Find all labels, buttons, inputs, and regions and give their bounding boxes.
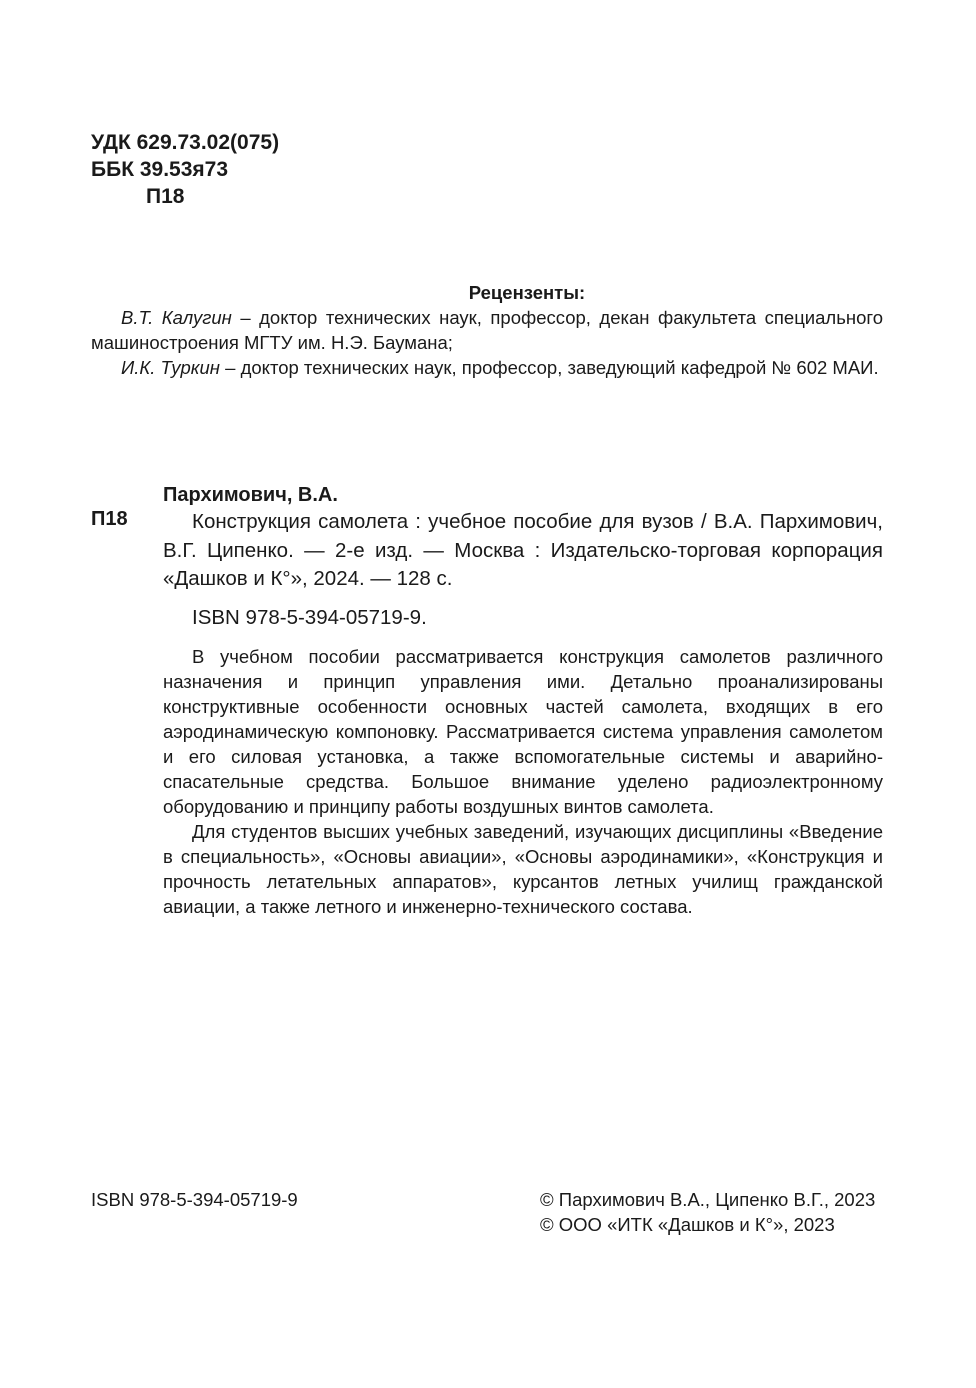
annotation-paragraph-2: Для студентов высших учебных заведений, изучающих дисциплины «Введение в специальность», «Основы авиации», «Основы аэродинамики», «Конструкция и прочность летательных аппаратов», курсантов летных училищ гражданской авиации, а также летного и инженерно-технического состава. — [163, 820, 883, 917]
footer-isbn: ISBN 978-5-394-05719-9 — [91, 1189, 298, 1210]
reviewer-2-name: И.К. Туркин — [121, 357, 220, 378]
reviewer-2 — [91, 355, 883, 380]
copyright-block — [540, 1187, 875, 1237]
copyright-line-2: © ООО «ИТК «Дашков и К°», 2023 — [540, 1214, 835, 1235]
reviewer-1 — [91, 305, 883, 355]
classification-block — [91, 129, 279, 210]
reviewer-1-name: В.Т. Калугин — [121, 307, 232, 328]
record-bibliographic-description: Конструкция самолета : учебное пособие для вузов / В.А. Пархимович, В.Г. Ципенко. — 2-е изд. — Москва : Издательско-торговая корпорация «Дашков и К°», 2024. — 128 с. — [163, 510, 883, 590]
reviewers-title: Рецензенты: — [468, 282, 586, 303]
author-mark: П18 — [146, 185, 185, 208]
reviewers-block — [91, 280, 883, 380]
udk-code: УДК 629.73.02(075) — [91, 131, 280, 154]
copyright-line-1: © Пархимович В.А., Ципенко В.Г., 2023 — [540, 1189, 876, 1210]
reviewer-1-text: – доктор технических наук, профессор, декан факультета специального машиностроения МГТУ им. Н.Э. Баумана; — [91, 307, 883, 353]
reviewer-2-text: – доктор технических наук, профессор, заведующий кафедрой № 602 МАИ. — [220, 357, 879, 378]
bbk-code: ББК 39.53я73 — [91, 158, 229, 181]
record-side-code: П18 — [91, 508, 128, 530]
record-isbn: ISBN 978-5-394-05719-9. — [192, 605, 427, 629]
bibliographic-record — [163, 482, 883, 919]
record-author: Пархимович, В.А. — [163, 484, 338, 506]
annotation-paragraph-1: В учебном пособии рассматривается конструкция самолетов различного назначения и принцип управления ими. Детально проанализированы конструктивные особенности основных частей самолета, входящих в его аэродинамическую компоновку. Рассматривается система управления самолетом и его силовая установка, а также вспомогательные системы и аварийно-спасательные средства. Большое внимание уделено радиоэлектронному оборудованию и принципу работы воздушных винтов самолета. — [163, 645, 883, 817]
